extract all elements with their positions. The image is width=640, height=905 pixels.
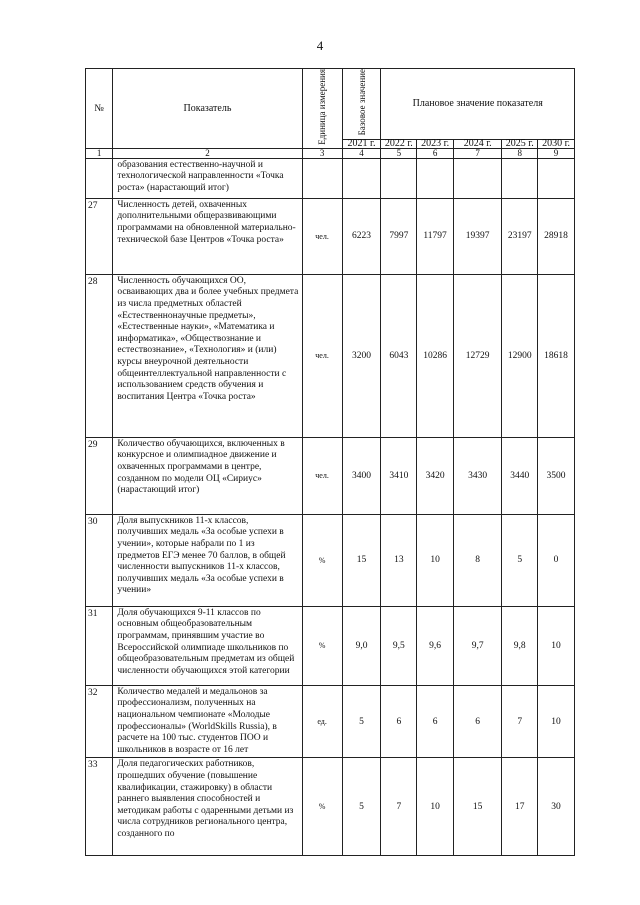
header-num: № <box>86 69 113 149</box>
value-cell: 19397 <box>454 198 502 274</box>
row-number: 32 <box>86 685 113 758</box>
header-base-cell <box>342 69 381 140</box>
row-number: 31 <box>86 606 113 685</box>
unit-cell <box>302 158 342 198</box>
col-number: 3 <box>302 148 342 158</box>
value-cell <box>538 158 575 198</box>
table-row <box>86 274 575 437</box>
value-cell: 7 <box>381 758 417 856</box>
row-number: 28 <box>86 274 113 437</box>
table-row <box>86 758 575 856</box>
col-number: 9 <box>538 148 575 158</box>
indicator-text: Численность обучающихся ОО, осваивающих два и более учебных предмета из числа предметных областей «Естественнонаучные предметы», «Естественные науки», «Математика и информатика», «Обществознание и естествознание», «Технология» и (или) курсы внеурочной деятельности общеинтеллектуальной направленности с использованием средств обучения и воспитания Центра «Точка роста» <box>113 274 302 437</box>
unit-cell: чел. <box>302 437 342 514</box>
page-number: 4 <box>316 38 324 53</box>
indicator-text: образования естественно-научной и технологической направленности «Точка роста» (нарастающий итог) <box>113 158 302 198</box>
value-cell: 10 <box>417 514 454 606</box>
value-cell: 12900 <box>502 274 538 437</box>
indicator-text: Доля обучающихся 9-11 классов по основным общеобразовательным программам, принявшим участие во Всероссийской олимпиаде школьников по общеобразовательным предметам из общей численности обучающихся этой категории <box>113 606 302 685</box>
table-row <box>86 158 575 198</box>
row-number: 27 <box>86 198 113 274</box>
header-planned: Плановое значение показателя <box>381 69 575 140</box>
value-cell <box>342 158 381 198</box>
value-cell <box>454 158 502 198</box>
value-cell: 5 <box>342 685 381 758</box>
header-indicator: Показатель <box>113 69 302 149</box>
table-row <box>86 437 575 514</box>
value-cell: 6 <box>454 685 502 758</box>
value-cell: 6 <box>417 685 454 758</box>
year-2021: 2021 г. <box>342 139 381 148</box>
value-cell: 15 <box>342 514 381 606</box>
row-number: 29 <box>86 437 113 514</box>
value-cell <box>417 158 454 198</box>
unit-cell: чел. <box>302 198 342 274</box>
unit-cell: % <box>302 514 342 606</box>
value-cell: 3200 <box>342 274 381 437</box>
col-number: 8 <box>502 148 538 158</box>
value-cell: 10 <box>538 685 575 758</box>
value-cell: 28918 <box>538 198 575 274</box>
value-cell: 9,0 <box>342 606 381 685</box>
value-cell: 12729 <box>454 274 502 437</box>
table-row <box>86 514 575 606</box>
value-cell <box>381 158 417 198</box>
value-cell: 6043 <box>381 274 417 437</box>
value-cell: 18618 <box>538 274 575 437</box>
indicator-text: Количество обучающихся, включенных в конкурсное и олимпиадное движение и охваченных программами в центре, созданном по модели ОЦ «Сириус» (нарастающий итог) <box>113 437 302 514</box>
year-2022: 2022 г. <box>381 139 417 148</box>
row-number: 30 <box>86 514 113 606</box>
value-cell: 7997 <box>381 198 417 274</box>
col-number: 2 <box>113 148 302 158</box>
value-cell: 3430 <box>454 437 502 514</box>
unit-cell: % <box>302 758 342 856</box>
value-cell: 13 <box>381 514 417 606</box>
value-cell: 3500 <box>538 437 575 514</box>
col-number: 6 <box>417 148 454 158</box>
value-cell: 6 <box>381 685 417 758</box>
value-cell: 3440 <box>502 437 538 514</box>
table-row <box>86 606 575 685</box>
year-2023: 2023 г. <box>417 139 454 148</box>
value-cell: 17 <box>502 758 538 856</box>
value-cell: 9,6 <box>417 606 454 685</box>
value-cell: 9,7 <box>454 606 502 685</box>
col-number: 5 <box>381 148 417 158</box>
indicators-table <box>85 68 575 856</box>
col-number: 7 <box>454 148 502 158</box>
header-base: Базовое значение <box>356 69 367 136</box>
value-cell: 3420 <box>417 437 454 514</box>
year-2030: 2030 г. <box>538 139 575 148</box>
indicator-text: Доля педагогических работников, прошедших обучение (повышение квалификации, стажировку) в области раннего выявления способностей и методикам работы с одаренными детьми из числа сотрудников регионального центра, созданного по <box>113 758 302 856</box>
value-cell: 11797 <box>417 198 454 274</box>
table-row <box>86 685 575 758</box>
year-2024: 2024 г. <box>454 139 502 148</box>
value-cell: 3410 <box>381 437 417 514</box>
value-cell: 15 <box>454 758 502 856</box>
value-cell: 8 <box>454 514 502 606</box>
col-number: 4 <box>342 148 381 158</box>
value-cell: 7 <box>502 685 538 758</box>
value-cell: 5 <box>502 514 538 606</box>
indicator-text: Численность детей, охваченных дополнительными общеразвивающими программами на обновленной материально-технической базе Центров «Точка роста» <box>113 198 302 274</box>
value-cell: 6223 <box>342 198 381 274</box>
year-2025: 2025 г. <box>502 139 538 148</box>
value-cell: 9,5 <box>381 606 417 685</box>
header-unit-cell <box>302 69 342 149</box>
value-cell: 23197 <box>502 198 538 274</box>
value-cell: 10286 <box>417 274 454 437</box>
indicator-text: Количество медалей и медальонов за профессионализм, полученных на национальном чемпионате «Молодые профессионалы» (WorldSkills Russia), в расчете на 100 тыс. студентов ПОО и школьников в возрасте от 16 лет <box>113 685 302 758</box>
unit-cell: % <box>302 606 342 685</box>
value-cell: 5 <box>342 758 381 856</box>
indicator-text: Доля выпускников 11-х классов, получивших медаль «За особые успехи в учении», которые набрали по 1 из предметов ЕГЭ менее 70 баллов, в общей численности выпускников 11-х классов, получивших медаль «За особые успехи в учении» <box>113 514 302 606</box>
value-cell <box>502 158 538 198</box>
row-number <box>86 158 113 198</box>
unit-cell: чел. <box>302 274 342 437</box>
column-numbers-row <box>86 148 575 158</box>
value-cell: 10 <box>538 606 575 685</box>
value-cell: 9,8 <box>502 606 538 685</box>
row-number: 33 <box>86 758 113 856</box>
value-cell: 10 <box>417 758 454 856</box>
value-cell: 3400 <box>342 437 381 514</box>
table-row <box>86 198 575 274</box>
value-cell: 0 <box>538 514 575 606</box>
value-cell: 30 <box>538 758 575 856</box>
unit-cell: ед. <box>302 685 342 758</box>
col-number: 1 <box>86 148 113 158</box>
header-unit: Единица измерения <box>317 69 328 145</box>
